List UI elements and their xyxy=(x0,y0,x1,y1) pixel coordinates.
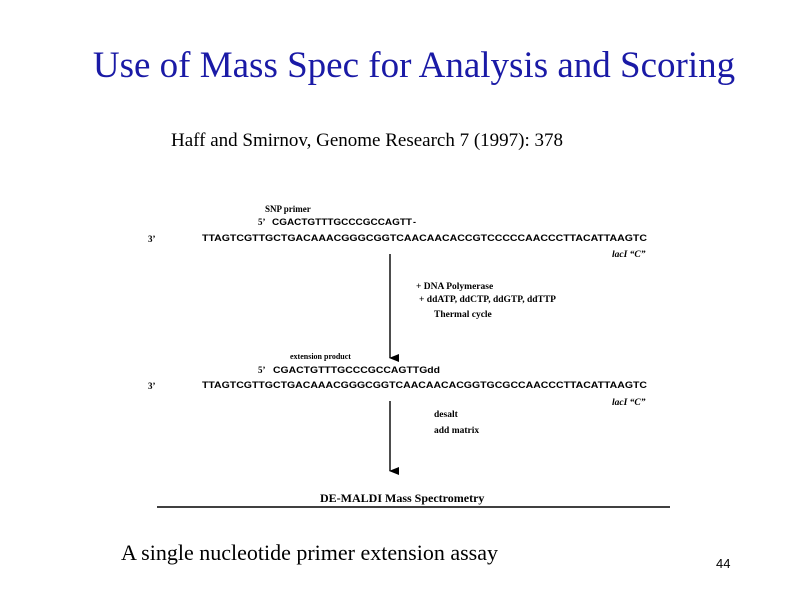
primer-sequence: CGACTGTTTGCCCGCCAGTT xyxy=(272,217,413,227)
slide-caption: A single nucleotide primer extension assay xyxy=(121,540,498,565)
laci-label-2: lacI “C” xyxy=(612,398,646,408)
page-number: 44 xyxy=(716,556,731,571)
template-1-3prime-label: 3’ xyxy=(148,234,156,244)
product-5prime-label: 5’ xyxy=(258,365,266,375)
step2-add-matrix: add matrix xyxy=(434,426,480,436)
extension-product-label: extension product xyxy=(290,352,351,361)
extension-product-sequence: CGACTGTTTGCCCGCCAGTTGdd xyxy=(273,365,441,376)
slide-title: Use of Mass Spec for Analysis and Scoring xyxy=(92,45,736,86)
step1-thermal-cycle: Thermal cycle xyxy=(434,310,492,320)
citation: Haff and Smirnov, Genome Research 7 (1997): 378 xyxy=(171,130,564,151)
template-sequence-2: TTAGTCGTTGCTGACAAACGGGCGGTCAACAACACGGTGCGCCAACCCTTACATTAAGTC xyxy=(202,380,648,390)
step1-dna-polymerase: + DNA Polymerase xyxy=(416,282,494,292)
diagram-svg xyxy=(140,196,680,516)
primer-extension-diagram xyxy=(140,196,680,516)
step1-ddntps: + ddATP, ddCTP, ddGTP, ddTTP xyxy=(419,295,556,305)
template-2-3prime-label: 3’ xyxy=(148,381,156,391)
snp-primer-label: SNP primer xyxy=(265,204,311,214)
primer-5prime-label: 5’ xyxy=(258,217,266,227)
template-sequence-1: TTAGTCGTTGCTGACAAACGGGCGGTCAACAACACCGTCCCCCAACCCTTACATTAAGTC xyxy=(202,233,648,244)
step2-desalt: desalt xyxy=(434,410,458,420)
primer-dash: - xyxy=(413,217,416,227)
laci-label-1: lacI “C” xyxy=(612,250,646,260)
mass-spec-label: DE-MALDI Mass Spectrometry xyxy=(320,491,485,505)
